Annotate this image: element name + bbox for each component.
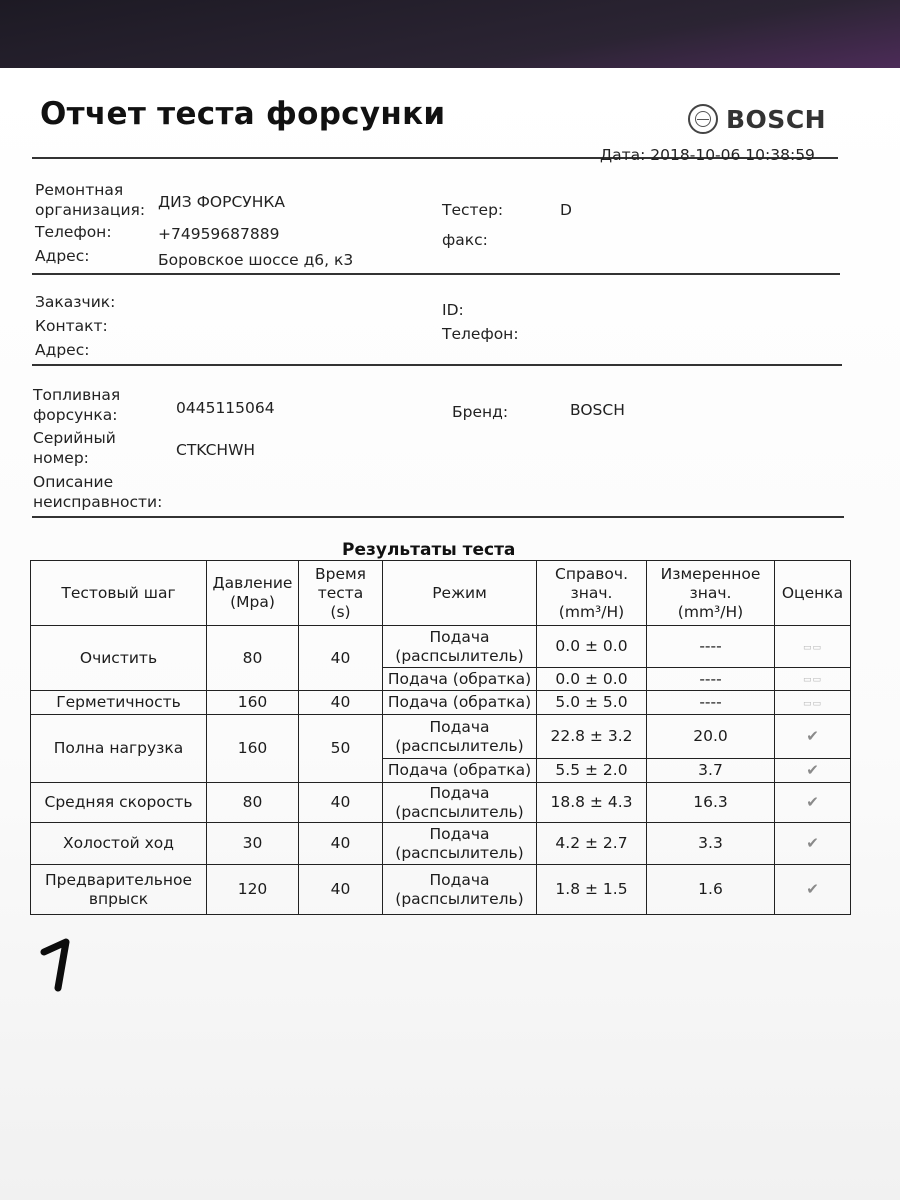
reference-cell: 18.8 ± 4.3 bbox=[537, 783, 647, 823]
step-cell: Герметичность bbox=[31, 691, 207, 715]
reference-cell: 22.8 ± 3.2 bbox=[537, 715, 647, 759]
fuel-injector-label: Топливная форсунка: bbox=[33, 386, 121, 424]
serial-label: Серийный номер: bbox=[33, 429, 116, 467]
pressure-cell: 120 bbox=[207, 865, 299, 915]
customer-divider bbox=[32, 364, 842, 366]
measured-cell: ---- bbox=[647, 691, 775, 715]
table-row bbox=[31, 783, 851, 823]
reference-cell: 5.5 ± 2.0 bbox=[537, 759, 647, 783]
time-cell: 40 bbox=[299, 823, 383, 865]
time-cell: 40 bbox=[299, 783, 383, 823]
mode-cell: Подача (распсылитель) bbox=[383, 823, 537, 865]
bosch-logo bbox=[688, 104, 826, 134]
measured-cell: ---- bbox=[647, 626, 775, 668]
time-cell: 50 bbox=[299, 715, 383, 783]
mode-cell: Подача (распсылитель) bbox=[383, 626, 537, 668]
time-cell: 40 bbox=[299, 691, 383, 715]
header-reference: Справоч. знач. (mm³/H) bbox=[537, 561, 647, 626]
fault-description-label: Описание неисправности: bbox=[33, 473, 163, 511]
header-pressure: Давление (Mpa) bbox=[207, 561, 299, 626]
pressure-cell: 160 bbox=[207, 691, 299, 715]
mode-cell: Подача (обратка) bbox=[383, 759, 537, 783]
report-date bbox=[600, 146, 815, 164]
time-cell: 40 bbox=[299, 626, 383, 691]
reference-cell: 1.8 ± 1.5 bbox=[537, 865, 647, 915]
rating-na-icon: ▭▭ bbox=[775, 626, 851, 668]
phone-value: +74959687889 bbox=[158, 225, 280, 243]
fuel-injector-value: 0445115064 bbox=[176, 399, 275, 417]
header-measured: Измеренное знач. (mm³/H) bbox=[647, 561, 775, 626]
step-cell: Предварительное впрыск bbox=[31, 865, 207, 915]
mode-cell: Подача (распсылитель) bbox=[383, 783, 537, 823]
step-cell: Холостой ход bbox=[31, 823, 207, 865]
pressure-cell: 80 bbox=[207, 783, 299, 823]
table-row bbox=[31, 823, 851, 865]
pressure-cell: 160 bbox=[207, 715, 299, 783]
measured-cell: 1.6 bbox=[647, 865, 775, 915]
table-row bbox=[31, 865, 851, 915]
header-time: Время теста (s) bbox=[299, 561, 383, 626]
pressure-cell: 80 bbox=[207, 626, 299, 691]
org-divider bbox=[32, 273, 840, 275]
table-row bbox=[31, 691, 851, 715]
address-label: Адрес: bbox=[35, 247, 90, 265]
step-cell: Очистить bbox=[31, 626, 207, 691]
mode-cell: Подача (распсылитель) bbox=[383, 715, 537, 759]
header-rating: Оценка bbox=[775, 561, 851, 626]
header-step: Тестовый шаг bbox=[31, 561, 207, 626]
handwritten-number-one bbox=[36, 936, 86, 992]
measured-cell: 16.3 bbox=[647, 783, 775, 823]
customer-phone-label: Телефон: bbox=[442, 325, 519, 343]
repair-org-value: ДИЗ ФОРСУНКА bbox=[158, 193, 285, 211]
results-header-row bbox=[31, 561, 851, 626]
rating-na-icon: ▭▭ bbox=[775, 691, 851, 715]
results-table bbox=[30, 560, 851, 915]
repair-org-label: Ремонтная организация: bbox=[35, 181, 146, 219]
step-cell: Средняя скорость bbox=[31, 783, 207, 823]
header-mode: Режим bbox=[383, 561, 537, 626]
rating-check-icon: ✔ bbox=[775, 715, 851, 759]
customer-address-label: Адрес: bbox=[35, 341, 90, 359]
reference-cell: 0.0 ± 0.0 bbox=[537, 626, 647, 668]
address-value: Боровское шоссе д6, к3 bbox=[158, 251, 354, 269]
serial-value: CTKCHWH bbox=[176, 441, 256, 459]
time-cell: 40 bbox=[299, 865, 383, 915]
table-row bbox=[31, 626, 851, 668]
brand-label: Бренд: bbox=[452, 403, 509, 421]
reference-cell: 4.2 ± 2.7 bbox=[537, 823, 647, 865]
date-label: Дата: bbox=[600, 146, 646, 164]
mode-cell: Подача (обратка) bbox=[383, 691, 537, 715]
reference-cell: 5.0 ± 5.0 bbox=[537, 691, 647, 715]
tester-label: Тестер: bbox=[442, 201, 504, 219]
pressure-cell: 30 bbox=[207, 823, 299, 865]
results-title: Результаты теста bbox=[342, 540, 516, 560]
rating-na-icon: ▭▭ bbox=[775, 668, 851, 691]
measured-cell: 20.0 bbox=[647, 715, 775, 759]
contact-label: Контакт: bbox=[35, 317, 108, 335]
injector-divider bbox=[32, 516, 844, 518]
table-row bbox=[31, 715, 851, 759]
id-label: ID: bbox=[442, 301, 464, 319]
phone-label: Телефон: bbox=[35, 223, 112, 241]
measured-cell: 3.7 bbox=[647, 759, 775, 783]
measured-cell: ---- bbox=[647, 668, 775, 691]
tester-value: D bbox=[560, 201, 572, 219]
reference-cell: 0.0 ± 0.0 bbox=[537, 668, 647, 691]
mode-cell: Подача (распсылитель) bbox=[383, 865, 537, 915]
rating-check-icon: ✔ bbox=[775, 783, 851, 823]
rating-check-icon: ✔ bbox=[775, 865, 851, 915]
date-value: 2018-10-06 10:38:59 bbox=[650, 146, 815, 164]
rating-check-icon: ✔ bbox=[775, 823, 851, 865]
step-cell: Полна нагрузка bbox=[31, 715, 207, 783]
bosch-logo-text: BOSCH bbox=[726, 104, 827, 134]
rating-check-icon: ✔ bbox=[775, 759, 851, 783]
mode-cell: Подача (обратка) bbox=[383, 668, 537, 691]
report-title: Отчет теста форсунки bbox=[40, 96, 446, 132]
bosch-armature-icon bbox=[688, 104, 718, 134]
measured-cell: 3.3 bbox=[647, 823, 775, 865]
fax-label: факс: bbox=[442, 231, 488, 249]
brand-value: BOSCH bbox=[570, 401, 625, 419]
customer-label: Заказчик: bbox=[35, 293, 116, 311]
